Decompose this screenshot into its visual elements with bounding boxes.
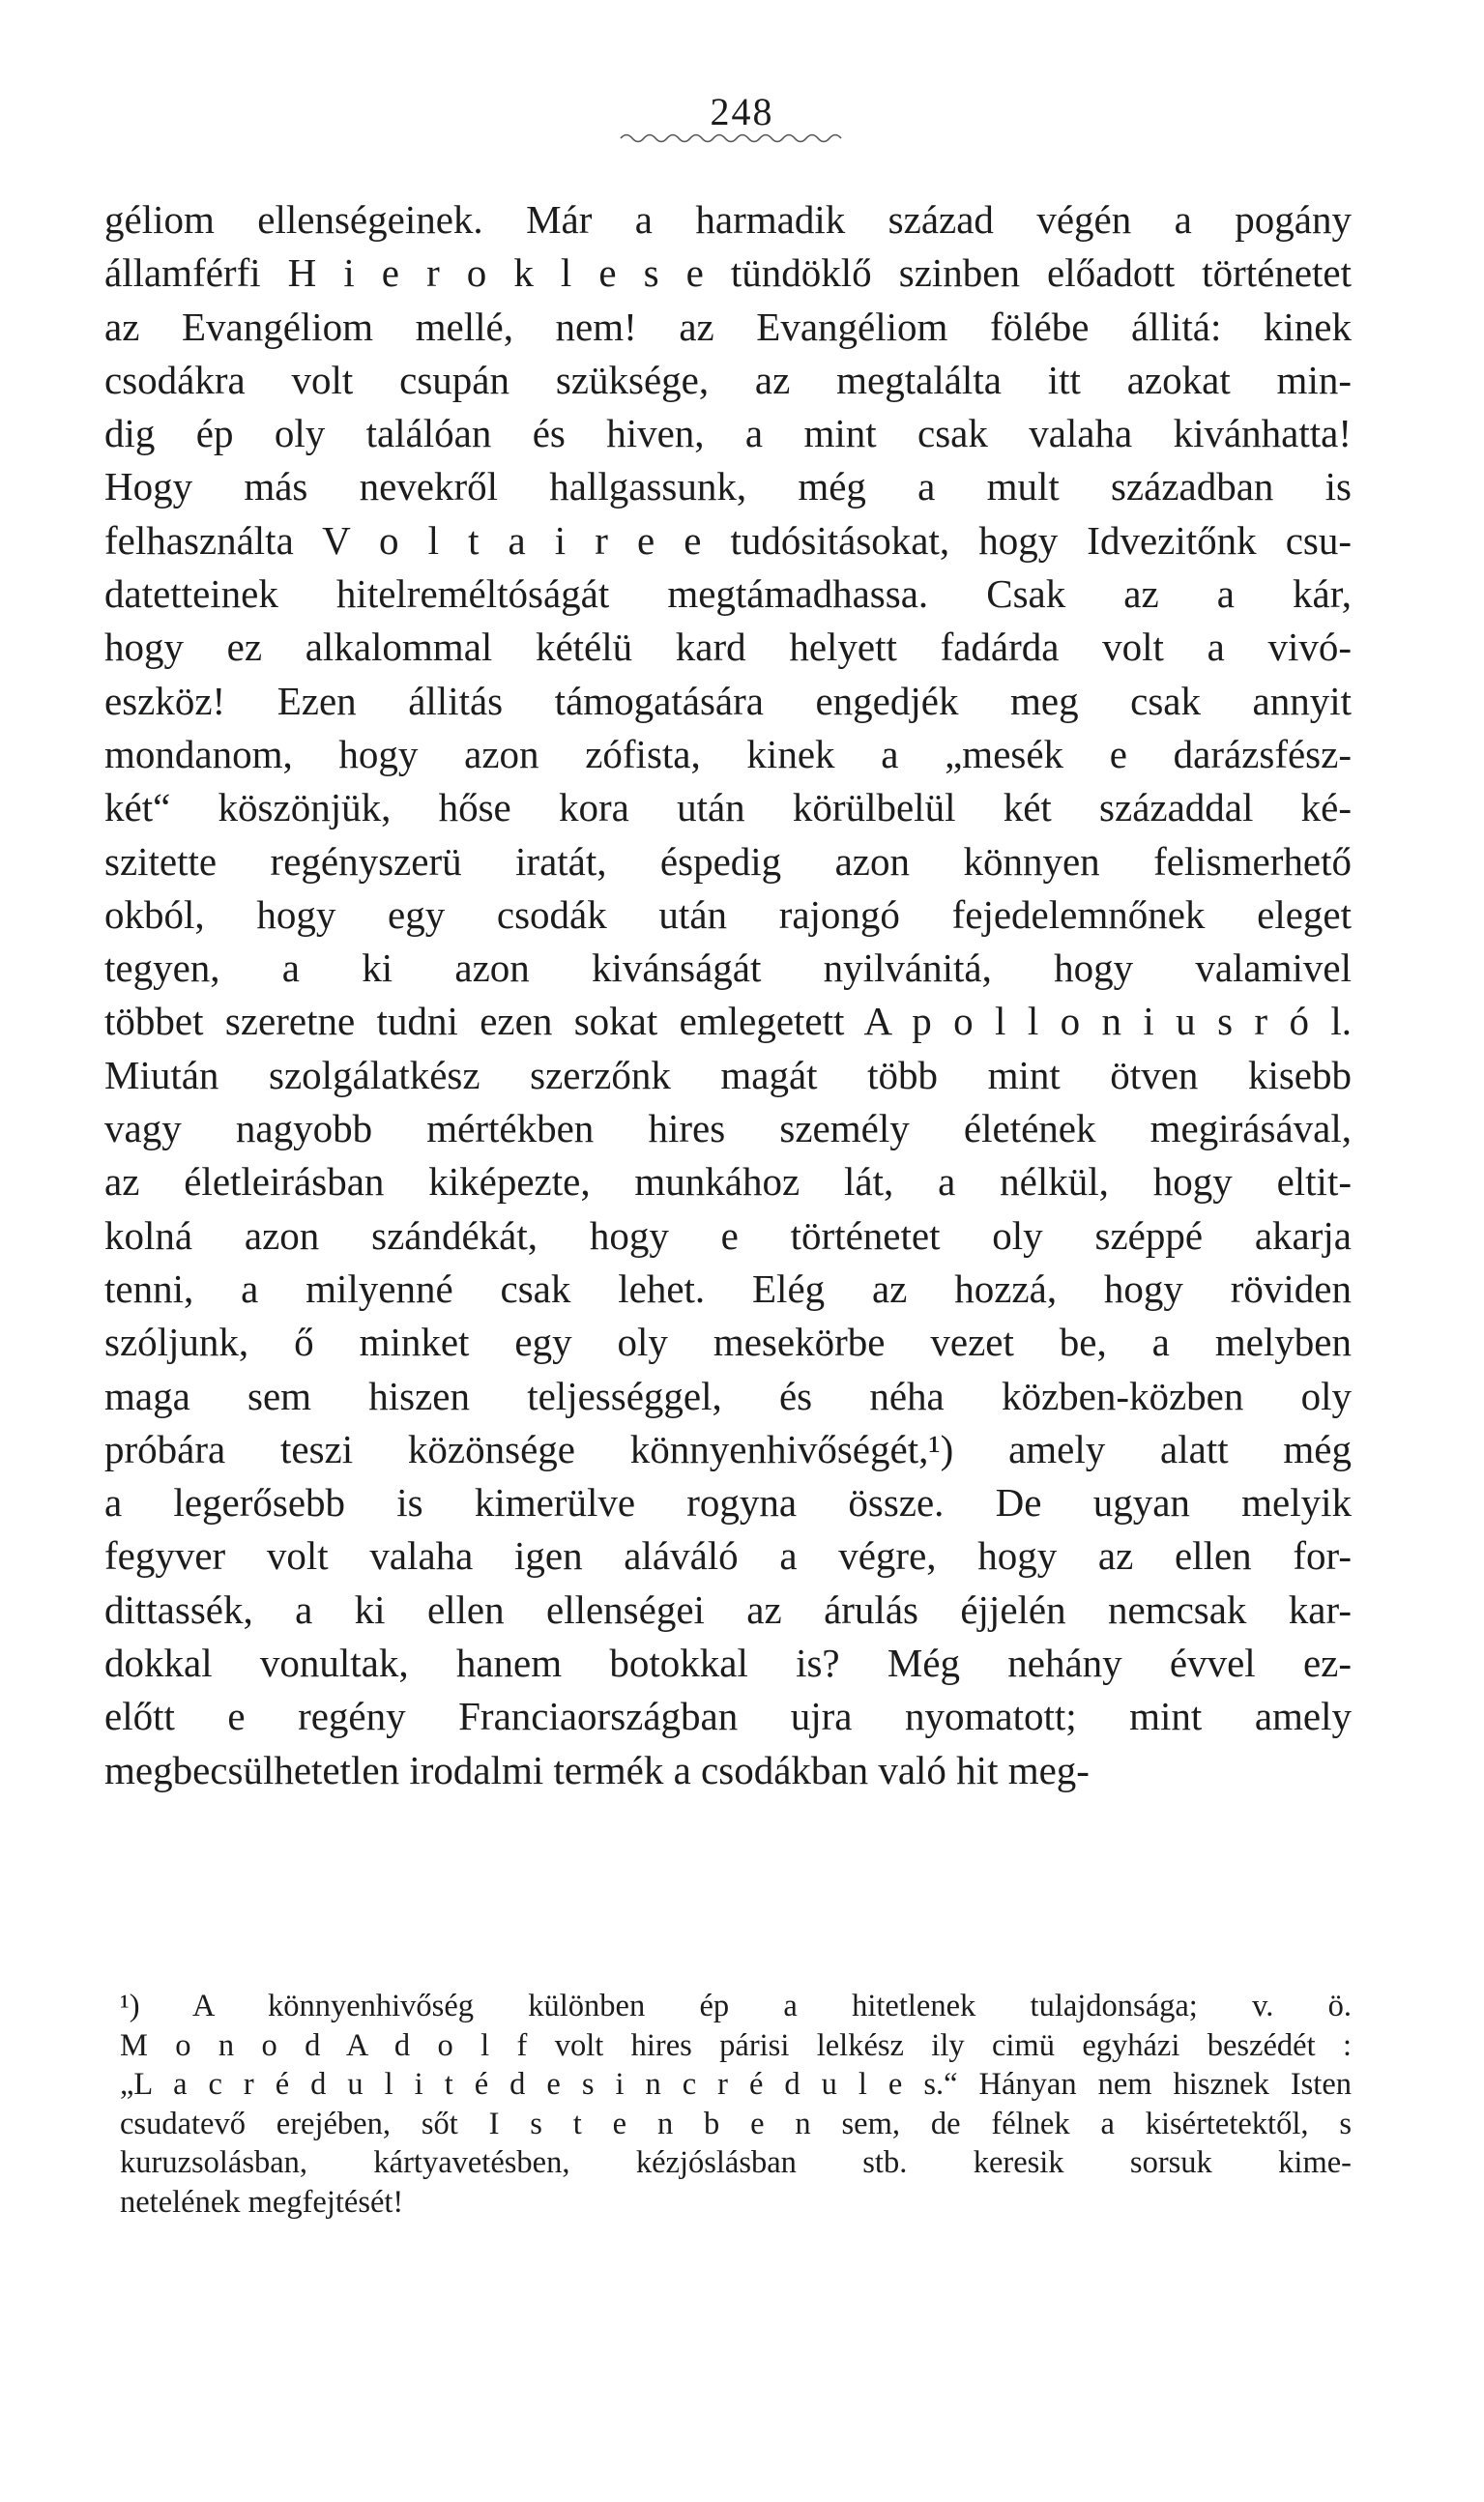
footnote-line: M o n o d A d o l f volt hires párisi lelkész ily cimü egyházi beszédét : [120,2027,1352,2063]
text-line: szitette regényszerü iratát, éspedig azon könnyen felismerhető [104,838,1352,884]
text-line: géliom ellenségeinek. Már a harmadik század végén a pogány [104,197,1352,242]
text-line: a legerősebb is kimerülve rogyna össze. De ugyan melyik [104,1480,1352,1526]
text-line: megbecsülhetetlen irodalmi termék a csodákban való hit meg- [104,1747,1090,1792]
text-line: Hogy más nevekről hallgassunk, még a mult században is [104,464,1352,509]
text-line: dittassék, a ki ellen ellenségei az árulás éjjelén nemcsak kar- [104,1586,1352,1632]
text-line: többet szeretne tudni ezen sokat emlegetett A p o l l o n i u s r ó l. [104,999,1352,1044]
text-line: próbára teszi közönsége könnyenhivőségét,¹) amely alatt még [104,1426,1352,1471]
text-line: hogy ez alkalommal kétélü kard helyett fadárda volt a vivó- [104,625,1352,670]
text-line: vagy nagyobb mértékben hires személy életének megirásával, [104,1106,1352,1151]
text-line: államférfi H i e r o k l e s e tündöklő szinben előadott történetet [104,250,1352,296]
text-line: csodákra volt csupán szüksége, az megtalálta itt azokat min- [104,357,1352,402]
text-line: fegyver volt valaha igen aláváló a végre, hogy az ellen for- [104,1533,1352,1579]
text-line: felhasználta V o l t a i r e e tudósitásokat, hogy Idvezitőnk csu- [104,517,1352,563]
text-line: dig ép oly találóan és hiven, a mint csak valaha kivánhatta! [104,411,1352,456]
text-line: az életleirásban kiképezte, munkához lát, a nélkül, hogy eltit- [104,1159,1352,1205]
text-line: szóljunk, ő minket egy oly mesekörbe vezet be, a melyben [104,1320,1352,1365]
footnote-line: kuruzsolásban, kártyavetésben, kézjóslásban stb. keresik sorsuk kime- [120,2145,1352,2180]
text-line: kolná azon szándékát, hogy e történetet oly széppé akarja [104,1212,1352,1258]
footnote-line: netelének megfejtését! [120,2184,404,2220]
text-line: mondanom, hogy azon zófista, kinek a „mesék e darázsfész- [104,731,1352,776]
text-line: az Evangéliom mellé, nem! az Evangéliom fölébe állitá: kinek [104,304,1352,349]
footnote-line: „L a c r é d u l i t é d e s i n c r é d u l e s.“ Hányan nem hisznek Isten [120,2067,1352,2102]
text-line: okból, hogy egy csodák után rajongó fejedelemnőnek eleget [104,891,1352,937]
text-line: maga sem hiszen teljességgel, és néha közben-közben oly [104,1373,1352,1418]
text-line: dokkal vonultak, hanem botokkal is? Még nehány évvel ez- [104,1641,1352,1686]
footnote-line: ¹) A könnyenhivőség különben ép a hitetlenek tulajdonsága; v. ö. [120,1989,1352,2023]
page-number: 248 [710,90,774,133]
text-line: tegyen, a ki azon kivánságát nyilvánitá, hogy valamivel [104,946,1352,991]
text-line: előtt e regény Franciaországban ujra nyomatott; mint amely [104,1694,1352,1739]
text-line: két“ köszönjük, hőse kora után körülbelül két századdal ké- [104,785,1352,830]
text-line: tenni, a milyenné csak lehet. Elég az hozzá, hogy röviden [104,1266,1352,1311]
text-line: datetteinek hitelreméltóságát megtámadhassa. Csak az a kár, [104,571,1352,617]
footnote [120,1987,1352,2222]
text-line: eszköz! Ezen állitás támogatására engedjék meg csak annyit [104,678,1352,723]
text-line: Miután szolgálatkész szerzőnk magát több mint ötven kisebb [104,1052,1352,1097]
main-text [104,193,1352,1797]
footnote-line: csudatevő erejében, sőt I s t e n b e n sem, de félnek a kisértetektől, s [120,2106,1352,2141]
decorative-rule [619,128,851,149]
